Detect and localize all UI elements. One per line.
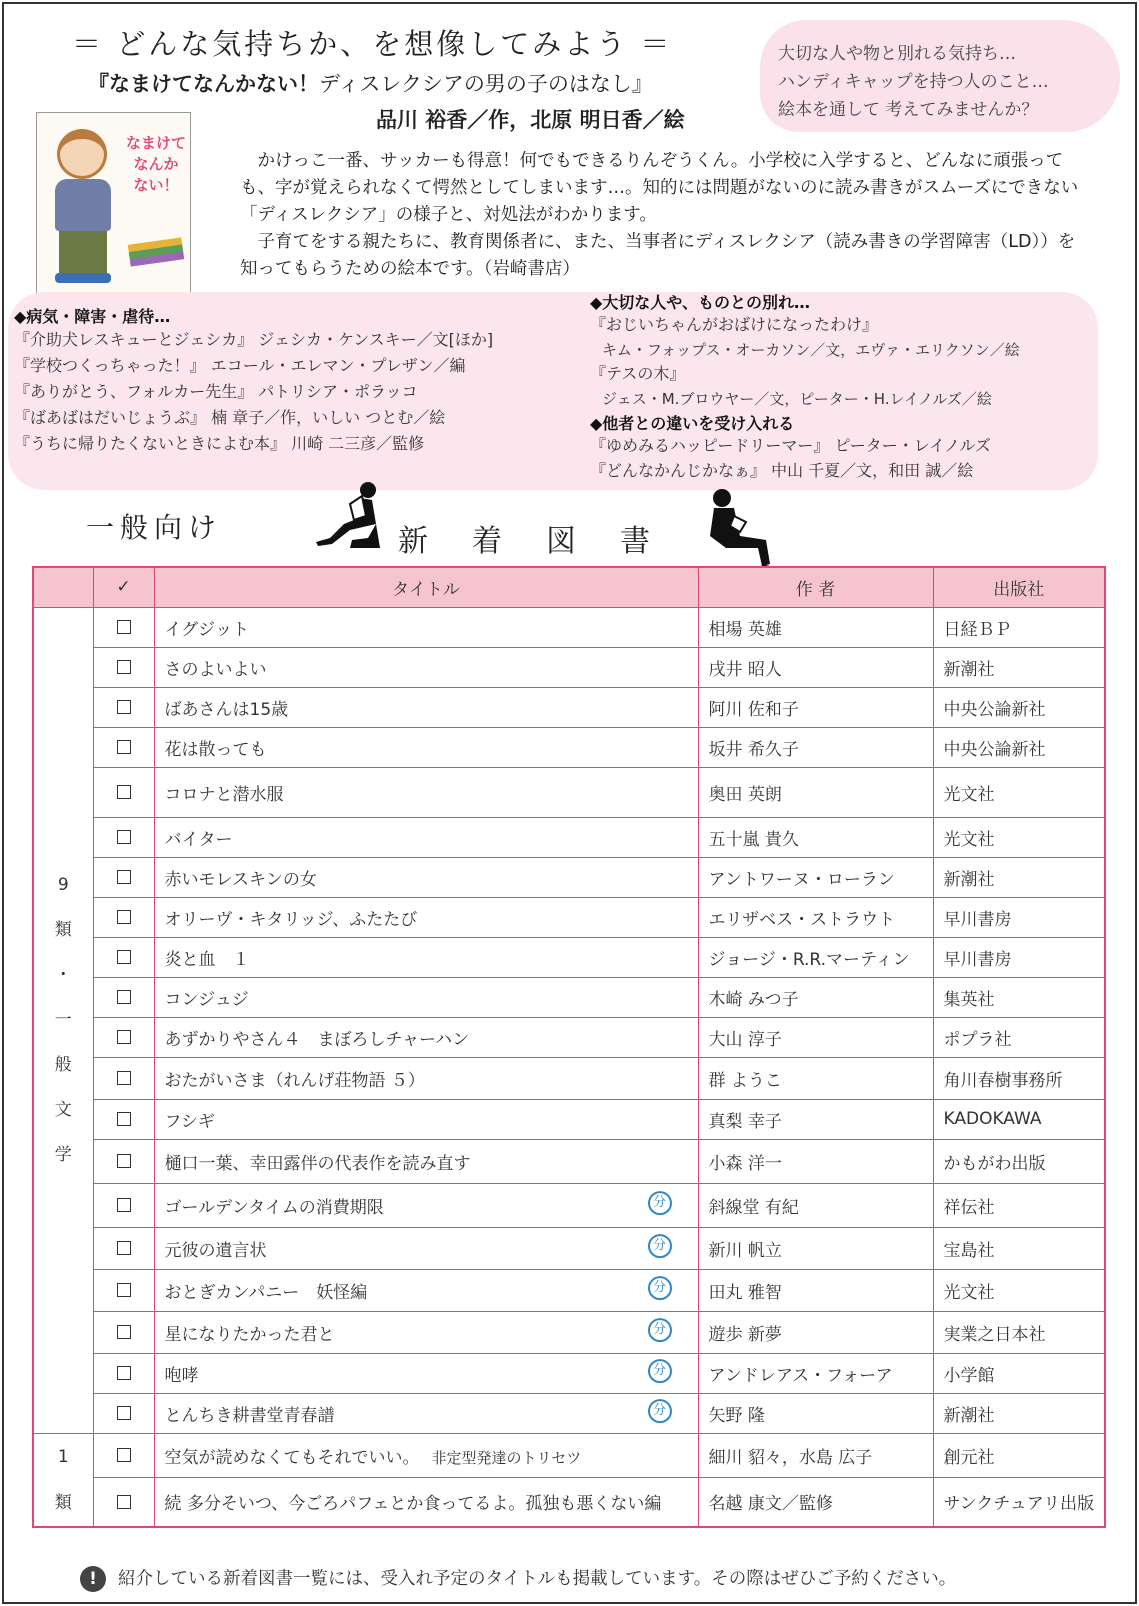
table-row bbox=[33, 1099, 1105, 1139]
theme-list-item: 『どんなかんじかなぁ』 中山 千夏／文，和田 誠／絵 bbox=[590, 460, 974, 480]
publisher-cell: かもがわ出版 bbox=[933, 1139, 1105, 1183]
featured-book-credit: 品川 裕香／作，北原 明日香／絵 bbox=[376, 108, 685, 132]
theme-list-item: 『ありがとう、フォルカー先生』 パトリシア・ポラッコ bbox=[14, 382, 418, 401]
header-category bbox=[33, 567, 93, 607]
checkbox[interactable] bbox=[117, 1112, 131, 1126]
checkbox[interactable] bbox=[117, 1030, 131, 1044]
table-row bbox=[33, 1017, 1105, 1057]
exclamation-icon: ! bbox=[80, 1566, 106, 1592]
title-cell bbox=[154, 727, 698, 767]
check-cell[interactable] bbox=[93, 607, 154, 647]
table-row bbox=[33, 1269, 1105, 1311]
author-cell: 新川 帆立 bbox=[698, 1227, 933, 1269]
author-cell: 木崎 みつ子 bbox=[698, 977, 933, 1017]
publisher-cell: 新潮社 bbox=[933, 1393, 1105, 1433]
cover-books bbox=[128, 237, 185, 266]
checkbox[interactable] bbox=[117, 1154, 131, 1168]
cloud-line: 絵本を通して 考えてみませんか？ bbox=[778, 100, 1039, 120]
publisher-cell: 角川春樹事務所 bbox=[933, 1057, 1105, 1099]
book-title: 花は散っても bbox=[164, 739, 267, 760]
book-title: おたがいさま（れんげ荘物語 ５） bbox=[164, 1070, 425, 1091]
checkbox[interactable] bbox=[117, 1366, 131, 1380]
title-cell bbox=[154, 767, 698, 817]
bunko-icon: 分 bbox=[648, 1399, 672, 1423]
table-row bbox=[33, 937, 1105, 977]
theme-list bbox=[590, 434, 1100, 483]
category-char: 類 bbox=[54, 1492, 72, 1513]
publisher-cell: 実業之日本社 bbox=[933, 1311, 1105, 1353]
author-cell: 矢野 隆 bbox=[698, 1393, 933, 1433]
checkbox[interactable] bbox=[117, 870, 131, 884]
author-cell: 名越 康文／監修 bbox=[698, 1477, 933, 1527]
check-cell[interactable] bbox=[93, 687, 154, 727]
book-title: 星になりたかった君と bbox=[164, 1324, 335, 1345]
book-title: 続 多分そいつ、今ごろパフェとか食ってるよ。孤独も悪くない編 bbox=[164, 1494, 662, 1515]
cover-boy-body bbox=[55, 179, 111, 231]
check-cell[interactable] bbox=[93, 897, 154, 937]
book-title: ばあさんは15歳 bbox=[164, 699, 289, 720]
table-body bbox=[33, 607, 1105, 1527]
bunko-icon: 分 bbox=[648, 1191, 672, 1215]
checkbox[interactable] bbox=[117, 1495, 131, 1509]
author-cell: 戌井 昭人 bbox=[698, 647, 933, 687]
notice-text: 紹介している新着図書一覧には、受入れ予定のタイトルも掲載しています。その際はぜひご予約ください。 bbox=[118, 1569, 957, 1589]
category-char: 般 bbox=[54, 1054, 72, 1075]
table-row bbox=[33, 1393, 1105, 1433]
publisher-cell: 日経ＢＰ bbox=[933, 607, 1105, 647]
table-row bbox=[33, 897, 1105, 937]
table-row bbox=[33, 857, 1105, 897]
book-title: コロナと潜水服 bbox=[164, 784, 284, 805]
title-cell bbox=[154, 687, 698, 727]
publisher-cell: 光文社 bbox=[933, 767, 1105, 817]
cloud-line: 大切な人や物と別れる気持ち… bbox=[778, 44, 1016, 64]
table-row bbox=[33, 647, 1105, 687]
book-title: 咆哮 bbox=[164, 1365, 199, 1386]
book-title: フシギ bbox=[164, 1111, 215, 1132]
theme-list-item: 『おじいちゃんがおばけになったわけ』 bbox=[590, 315, 879, 334]
checkbox[interactable] bbox=[117, 660, 131, 674]
theme-list bbox=[14, 327, 574, 457]
theme-list bbox=[590, 313, 1100, 411]
book-title: さのよいよい bbox=[164, 659, 267, 680]
check-cell[interactable] bbox=[93, 767, 154, 817]
table-header-row bbox=[33, 567, 1105, 607]
title-cell bbox=[154, 647, 698, 687]
book-title: 赤いモレスキンの女 bbox=[164, 869, 317, 890]
checkbox[interactable] bbox=[117, 990, 131, 1004]
check-cell[interactable] bbox=[93, 647, 154, 687]
check-cell[interactable] bbox=[93, 1353, 154, 1393]
check-cell[interactable] bbox=[93, 1433, 154, 1477]
new-books-table bbox=[32, 566, 1106, 1528]
cover-title-line: なまけて bbox=[125, 134, 186, 152]
description-paragraph: 子育てをする親たちに、教育関係者に、また、当事者にディスレクシア（読み書きの学習障害（LD））を知ってもらうための絵本です。（岩崎書店） bbox=[240, 232, 1076, 279]
table-row bbox=[33, 977, 1105, 1017]
checkbox[interactable] bbox=[117, 1071, 131, 1085]
check-cell[interactable] bbox=[93, 1227, 154, 1269]
table-row bbox=[33, 687, 1105, 727]
checkbox[interactable] bbox=[117, 830, 131, 844]
title-cell bbox=[154, 817, 698, 857]
title-cell bbox=[154, 607, 698, 647]
author-cell: 小森 洋一 bbox=[698, 1139, 933, 1183]
book-title: 元彼の遺言状 bbox=[164, 1240, 267, 1261]
category-char: 9 bbox=[57, 874, 69, 895]
featured-book-title bbox=[88, 68, 653, 98]
table-row bbox=[33, 817, 1105, 857]
book-title: 樋口一葉、幸田露伴の代表作を読み直す bbox=[164, 1153, 471, 1174]
check-cell[interactable] bbox=[93, 937, 154, 977]
table-row bbox=[33, 1183, 1105, 1227]
checkbox[interactable] bbox=[117, 785, 131, 799]
theme-list-item: 『学校つくっちゃった！』 エコール・エレマン・プレザン／編 bbox=[14, 356, 466, 375]
theme-list-item: ジェス・M.ブロウヤー／文，ピーター・H.レイノルズ／絵 bbox=[602, 389, 992, 408]
table-row bbox=[33, 1353, 1105, 1393]
publisher-cell: 光文社 bbox=[933, 1269, 1105, 1311]
author-cell: エリザベス・ストラウト bbox=[698, 897, 933, 937]
checkbox[interactable] bbox=[117, 910, 131, 924]
check-cell[interactable] bbox=[93, 1099, 154, 1139]
cover-title-line: ない！ bbox=[133, 176, 179, 194]
check-cell[interactable] bbox=[93, 1017, 154, 1057]
bunko-icon: 分 bbox=[648, 1276, 672, 1300]
featured-book-description bbox=[240, 148, 1080, 283]
check-cell[interactable] bbox=[93, 977, 154, 1017]
author-cell: 遊歩 新夢 bbox=[698, 1311, 933, 1353]
author-cell: 大山 淳子 bbox=[698, 1017, 933, 1057]
publisher-cell: 創元社 bbox=[933, 1433, 1105, 1477]
themes-left-column bbox=[14, 304, 574, 457]
publisher-cell: 新潮社 bbox=[933, 647, 1105, 687]
book-title: イグジット bbox=[164, 619, 250, 640]
category-cell bbox=[33, 607, 93, 1433]
book-subtitle: 非定型発達のトリセツ bbox=[431, 1448, 582, 1467]
table-row bbox=[33, 1311, 1105, 1353]
title-cell bbox=[154, 937, 698, 977]
author-cell: 群 ようこ bbox=[698, 1057, 933, 1099]
checkbox[interactable] bbox=[117, 1325, 131, 1339]
check-cell[interactable] bbox=[93, 817, 154, 857]
publisher-cell: 祥伝社 bbox=[933, 1183, 1105, 1227]
author-cell: 田丸 雅智 bbox=[698, 1269, 933, 1311]
title-cell bbox=[154, 1227, 698, 1269]
table-row bbox=[33, 767, 1105, 817]
checkbox[interactable] bbox=[117, 1283, 131, 1297]
check-cell[interactable] bbox=[93, 1183, 154, 1227]
publisher-cell: 早川書房 bbox=[933, 937, 1105, 977]
check-cell[interactable] bbox=[93, 1311, 154, 1353]
checkbox[interactable] bbox=[117, 620, 131, 634]
page-heading: ＝ どんな気持ちか、を想像してみよう ＝ bbox=[72, 27, 673, 61]
reading-person-icon bbox=[310, 480, 390, 552]
check-cell[interactable] bbox=[93, 1269, 154, 1311]
title-cell bbox=[154, 897, 698, 937]
title-cell bbox=[154, 977, 698, 1017]
table-row bbox=[33, 607, 1105, 647]
author-cell: 五十嵐 貴久 bbox=[698, 817, 933, 857]
publisher-cell: KADOKAWA bbox=[933, 1099, 1105, 1139]
bunko-icon: 分 bbox=[648, 1234, 672, 1258]
header-publisher: 出版社 bbox=[933, 567, 1105, 607]
title-cell bbox=[154, 1393, 698, 1433]
author-cell: 奥田 英朗 bbox=[698, 767, 933, 817]
title-cell bbox=[154, 1353, 698, 1393]
book-title: あずかりやさん４ まぼろしチャーハン bbox=[164, 1029, 470, 1050]
title-cell bbox=[154, 1099, 698, 1139]
publisher-cell: 小学館 bbox=[933, 1353, 1105, 1393]
title-cell bbox=[154, 1057, 698, 1099]
publisher-cell: サンクチュアリ出版 bbox=[933, 1477, 1105, 1527]
cloud-line: ハンディキャップを持つ人のこと… bbox=[778, 72, 1049, 92]
book-title: オリーヴ・キタリッジ、ふたたび bbox=[164, 909, 418, 930]
bunko-icon: 分 bbox=[648, 1318, 672, 1342]
publisher-cell: 中央公論新社 bbox=[933, 687, 1105, 727]
category-char: 1 bbox=[57, 1446, 69, 1467]
header-check: ✓ bbox=[93, 567, 154, 607]
table-row bbox=[33, 727, 1105, 767]
theme-list-item: 『うちに帰りたくないときによむ本』 川崎 二三彦／監修 bbox=[14, 434, 425, 453]
cover-boy-head bbox=[57, 129, 107, 179]
check-cell[interactable] bbox=[93, 1477, 154, 1527]
book-title: とんちき耕書堂青春譜 bbox=[164, 1405, 335, 1426]
author-cell: ジョージ・R.R.マーティン bbox=[698, 937, 933, 977]
book-title: コンジュジ bbox=[164, 989, 249, 1010]
category-char: 文 bbox=[54, 1099, 72, 1120]
author-cell: 真梨 幸子 bbox=[698, 1099, 933, 1139]
header-title: タイトル bbox=[154, 567, 698, 607]
table-row bbox=[33, 1227, 1105, 1269]
checkbox[interactable] bbox=[117, 700, 131, 714]
footer-notice bbox=[80, 1565, 956, 1592]
theme-heading: ◆大切な人や、ものとの別れ… bbox=[590, 293, 810, 312]
category-char: 一 bbox=[54, 1009, 72, 1030]
title-cell bbox=[154, 1269, 698, 1311]
author-cell: アンドレアス・フォーア bbox=[698, 1353, 933, 1393]
title-cell bbox=[154, 1433, 698, 1477]
publisher-cell: 集英社 bbox=[933, 977, 1105, 1017]
table-row bbox=[33, 1477, 1105, 1527]
category-char: 類 bbox=[54, 919, 72, 940]
title-cell bbox=[154, 1477, 698, 1527]
themes-right-column bbox=[590, 290, 1100, 483]
checkbox[interactable] bbox=[117, 950, 131, 964]
author-cell: 斜線堂 有紀 bbox=[698, 1183, 933, 1227]
featured-book-title-sub: ディスレクシアの男の子のはなし』 bbox=[319, 72, 653, 96]
theme-list-item: 『介助犬レスキューとジェシカ』 ジェシカ・ケンスキー／文[ほか] bbox=[14, 330, 494, 349]
author-cell: 坂井 希久子 bbox=[698, 727, 933, 767]
cover-title-line: なんか bbox=[133, 155, 179, 173]
book-title: ゴールデンタイムの消費期限 bbox=[164, 1197, 384, 1218]
title-cell bbox=[154, 1311, 698, 1353]
table-row bbox=[33, 1057, 1105, 1099]
title-cell bbox=[154, 1139, 698, 1183]
header-author: 作 者 bbox=[698, 567, 933, 607]
category-cell bbox=[33, 1433, 93, 1527]
title-cell bbox=[154, 1017, 698, 1057]
checkbox[interactable] bbox=[117, 1406, 131, 1420]
publisher-cell: 中央公論新社 bbox=[933, 727, 1105, 767]
theme-heading: ◆病気・障害・虐待… bbox=[14, 307, 171, 326]
cover-title bbox=[121, 133, 191, 196]
table-row bbox=[33, 1433, 1105, 1477]
description-paragraph: かけっこ一番、サッカーも得意！何でもできるりんぞうくん。小学校に入学すると、どんなに頑張っても、字が覚えられなくて愕然としてしまいます…。知的には問題がないのに読み書きがスムーズにできない「ディスレクシア」の様子と、対処法がわかります。 bbox=[240, 151, 1079, 225]
cloud-text bbox=[778, 40, 1049, 124]
publisher-cell: 新潮社 bbox=[933, 857, 1105, 897]
book-title: おとぎカンパニー 妖怪編 bbox=[164, 1282, 368, 1303]
reading-person-icon bbox=[700, 486, 780, 572]
theme-list-item: 『テスの木』 bbox=[590, 364, 686, 383]
check-cell[interactable] bbox=[93, 1393, 154, 1433]
author-cell: 相場 英雄 bbox=[698, 607, 933, 647]
featured-book-title-main: 『なまけてなんかない！ bbox=[88, 72, 319, 96]
book-title: 炎と血 １ bbox=[164, 949, 250, 970]
theme-heading: ◆他者との違いを受け入れる bbox=[590, 414, 795, 433]
general-readers-label: 一般向け bbox=[86, 511, 223, 544]
check-cell[interactable] bbox=[93, 1139, 154, 1183]
title-cell bbox=[154, 857, 698, 897]
check-cell[interactable] bbox=[93, 727, 154, 767]
new-books-heading: 新着図書 bbox=[398, 524, 694, 559]
category-char: ・ bbox=[54, 964, 72, 985]
book-title: 空気が読めなくてもそれでいい。 bbox=[164, 1447, 420, 1468]
check-cell[interactable] bbox=[93, 1057, 154, 1099]
book-title: バイター bbox=[164, 829, 233, 850]
author-cell: アントワーヌ・ローラン bbox=[698, 857, 933, 897]
publisher-cell: 光文社 bbox=[933, 817, 1105, 857]
publisher-cell: 宝島社 bbox=[933, 1227, 1105, 1269]
bunko-icon: 分 bbox=[648, 1359, 672, 1383]
checkbox[interactable] bbox=[117, 1198, 131, 1212]
author-cell: 細川 貂々，水島 広子 bbox=[698, 1433, 933, 1477]
theme-list-item: 『ゆめみるハッピードリーマー』 ピーター・レイノルズ bbox=[590, 436, 991, 455]
book-cover-image bbox=[36, 112, 191, 296]
title-cell bbox=[154, 1183, 698, 1227]
checkbox[interactable] bbox=[117, 740, 131, 754]
checkbox[interactable] bbox=[117, 1448, 131, 1462]
check-cell[interactable] bbox=[93, 857, 154, 897]
cover-boy-legs bbox=[59, 231, 107, 275]
category-char: 学 bbox=[54, 1144, 72, 1165]
theme-list-item: 『ばあばはだいじょうぶ』 楠 章子／作，いしい つとむ／絵 bbox=[14, 408, 446, 427]
cover-boy-shoes bbox=[55, 273, 111, 283]
checkbox[interactable] bbox=[117, 1241, 131, 1255]
table-row bbox=[33, 1139, 1105, 1183]
author-cell: 阿川 佐和子 bbox=[698, 687, 933, 727]
publisher-cell: ポプラ社 bbox=[933, 1017, 1105, 1057]
publisher-cell: 早川書房 bbox=[933, 897, 1105, 937]
theme-list-item: キム・フォップス・オーカソン／文，エヴァ・エリクソン／絵 bbox=[602, 340, 1020, 359]
